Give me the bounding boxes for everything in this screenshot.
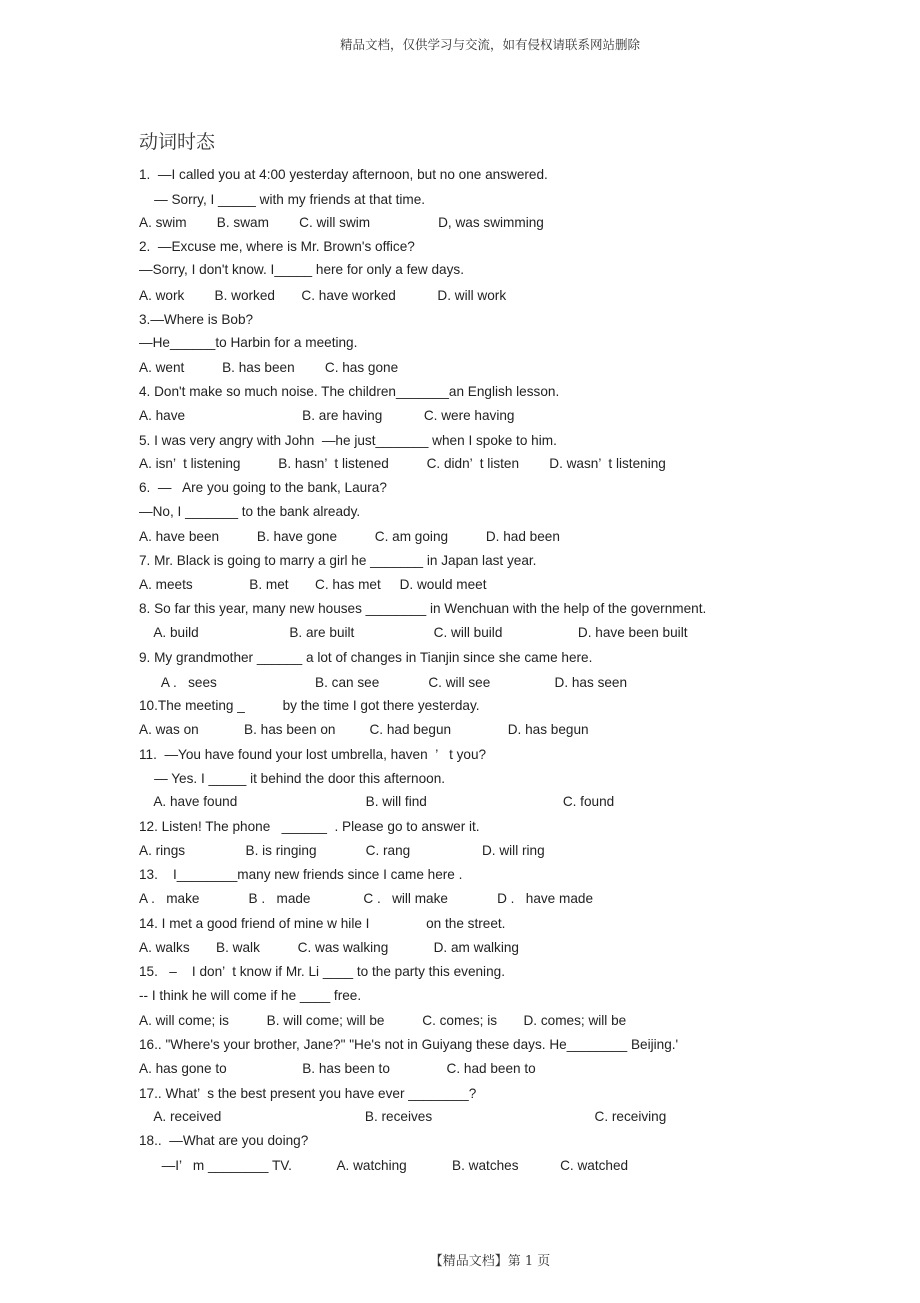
question-line: 1. —I called you at 4:00 yesterday afternoon, but no one answered. xyxy=(139,167,548,182)
question-line: 5. I was very angry with John —he just_______ when I spoke to him. xyxy=(139,433,557,448)
answer-options: A. will come; is B. will come; will be C. comes; is D. comes; will be xyxy=(139,1013,627,1028)
question-line: 3.—Where is Bob? xyxy=(139,312,254,327)
question-line: —No, I _______ to the bank already. xyxy=(139,504,361,519)
question-line: 12. Listen! The phone ______ . Please go to answer it. xyxy=(139,819,480,834)
question-with-options: —I’ m ________ TV. A. watching B. watches C. watched xyxy=(139,1158,629,1173)
page-title: 动词时态 xyxy=(139,131,216,153)
question-line: — Yes. I _____ it behind the door this afternoon. xyxy=(139,771,446,786)
question-line: — Sorry, I _____ with my friends at that time. xyxy=(139,192,426,207)
question-line: 2. —Excuse me, where is Mr. Brown's office? xyxy=(139,239,415,254)
answer-options: A. swim B. swam C. will swim D, was swimming xyxy=(139,215,544,230)
question-line: —He______to Harbin for a meeting. xyxy=(139,335,358,350)
page-footer: 【精品文档】第 1 页 xyxy=(429,1254,551,1269)
answer-options: A. has gone to B. has been to C. had been to xyxy=(139,1061,536,1076)
answer-options: A. received B. receives C. receiving xyxy=(139,1109,667,1124)
question-line: 8. So far this year, many new houses ________ in Wenchuan with the help of the government. xyxy=(139,601,707,616)
question-line: 18.. —What are you doing? xyxy=(139,1133,309,1148)
question-line: 15. – I don’ t know if Mr. Li ____ to the party this evening. xyxy=(139,964,505,979)
answer-options: A. have found B. will find C. found xyxy=(139,794,615,809)
question-line: 13. I________many new friends since I came here . xyxy=(139,867,463,882)
question-line: 9. My grandmother ______ a lot of changes in Tianjin since she came here. xyxy=(139,650,593,665)
question-line: 4. Don't make so much noise. The children_______an English lesson. xyxy=(139,384,560,399)
answer-options: A . make B . made C . will make D . have made xyxy=(139,891,594,906)
answer-options: A. build B. are built C. will build D. have been built xyxy=(139,625,688,640)
answer-options: A . sees B. can see C. will see D. has seen xyxy=(139,675,628,690)
question-line: 17.. What’ s the best present you have ever ________? xyxy=(139,1086,477,1101)
answer-options: A. rings B. is ringing C. rang D. will ring xyxy=(139,843,545,858)
answer-options: A. went B. has been C. has gone xyxy=(139,360,399,375)
answer-options: A. meets B. met C. has met D. would meet xyxy=(139,577,487,592)
question-line: -- I think he will come if he ____ free. xyxy=(139,988,362,1003)
answer-options: A. walks B. walk C. was walking D. am walking xyxy=(139,940,519,955)
question-line: 11. —You have found your lost umbrella, haven ’ t you? xyxy=(139,747,487,762)
answer-options: A. was on B. has been on C. had begun D. has begun xyxy=(139,722,589,737)
answer-options: A. have been B. have gone C. am going D. had been xyxy=(139,529,560,544)
answer-options: A. work B. worked C. have worked D. will work xyxy=(139,288,507,303)
answer-options: A. isn’ t listening B. hasn’ t listened C. didn’ t listen D. wasn’ t listening xyxy=(139,456,666,471)
question-line: 6. — Are you going to the bank, Laura? xyxy=(139,480,387,495)
question-line: 7. Mr. Black is going to marry a girl he _______ in Japan last year. xyxy=(139,553,537,568)
watermark-header: 精品文档，仅供学习与交流，如有侵权请联系网站删除 xyxy=(339,37,640,52)
question-line: 14. I met a good friend of mine w hile I on the street. xyxy=(139,916,506,931)
answer-options: A. have B. are having C. were having xyxy=(139,408,515,423)
question-line: 16.. "Where's your brother, Jane?" "He's not in Guiyang these days. He________ Beijing.' xyxy=(139,1037,679,1052)
question-line: —Sorry, I don't know. I_____ here for only a few days. xyxy=(139,262,464,277)
question-line: 10.The meeting _ by the time I got there yesterday. xyxy=(139,698,480,713)
